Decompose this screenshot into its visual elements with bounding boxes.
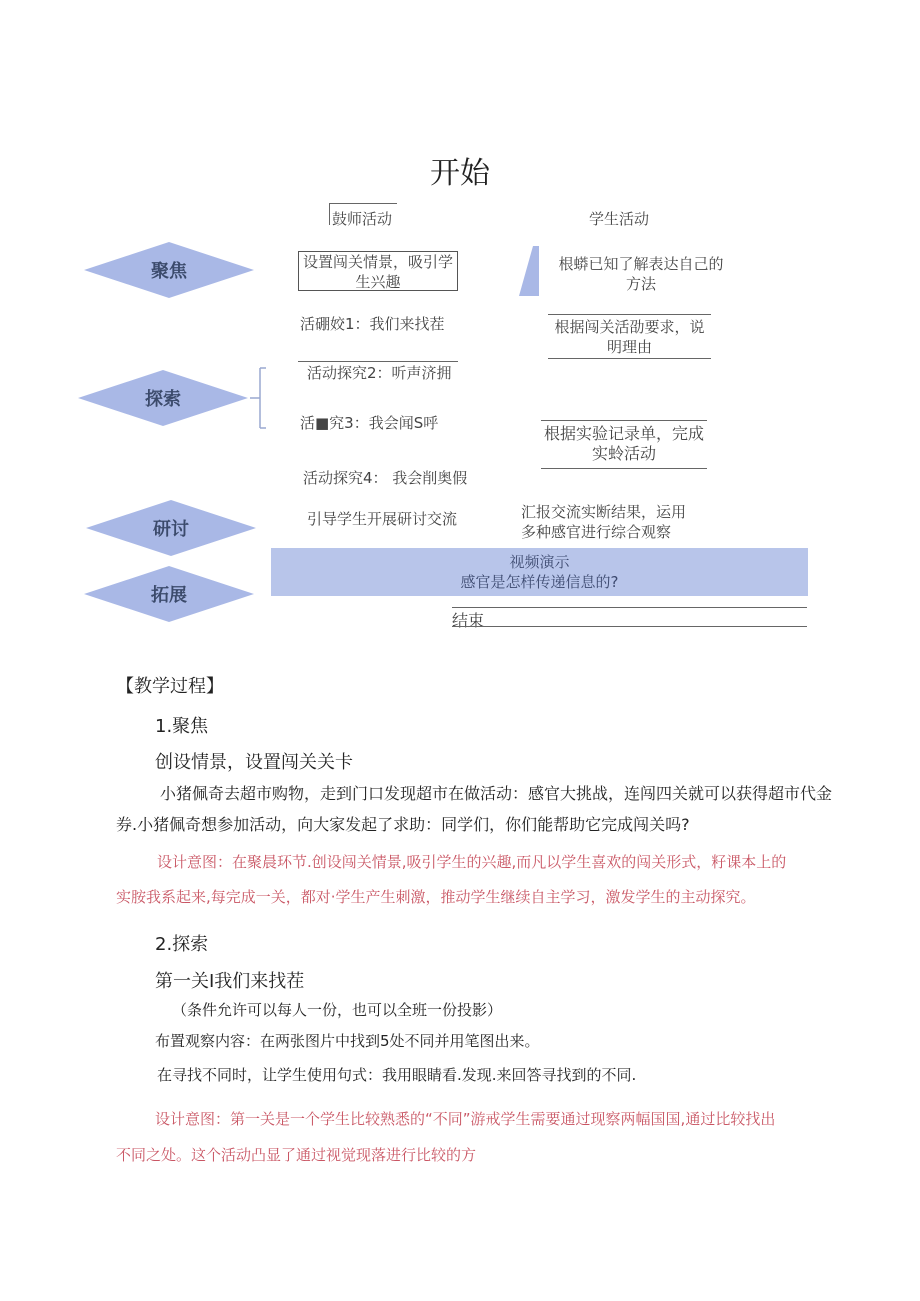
section-1-subtitle: 创设情景，设置闯关关卡 [155, 752, 353, 773]
explore-student-rule-top-2 [541, 420, 707, 421]
stage-extend-diamond [84, 566, 254, 622]
end-rule-top [452, 607, 807, 608]
flowchart-title: 开始 [430, 156, 490, 191]
explore-student-rule-bottom-1 [548, 358, 711, 359]
video-demo-banner [271, 548, 808, 596]
focus-teacher-text: 设置闯关情景，吸引学生兴趣 [302, 253, 453, 291]
end-rule-bottom [452, 626, 807, 627]
section-2-design-line-1: 设计意图：第一关是一个学生比较熟悉的“不同”游戒学生需要通过现察两幅国国,通过比较找出 [155, 1110, 776, 1128]
explore-activity-4: 活动探究4： 我会削奥假 [303, 469, 468, 487]
section-1-para-line-2: 券.小猪佩奇想参加活动，向大家发起了求助：同学们，你们能帮助它完成闯关吗? [116, 815, 690, 834]
stage-focus-diamond [84, 242, 254, 298]
focus-student-text: 根蟒已知了解表达自己的方法 [558, 255, 724, 293]
section-1-para-line-1: 小猪佩奇去超市购物，走到门口发现超市在做活动：感官大挑战，连闯四关就可以获得超市代金 [160, 784, 833, 803]
section-2-subtitle: 第一关I我们来找茬 [155, 971, 305, 992]
stage-explore-diamond [78, 370, 248, 426]
teacher-column-header: 鼓师活动 [332, 210, 393, 228]
stage-discuss-diamond [86, 500, 256, 556]
section-2-method: 在寻找不同时，让学生使用句式：我用眼睛看.发现.来回答寻找到的不同. [157, 1066, 637, 1084]
banner-line-2: 感官是怎样传递信息的? [460, 573, 619, 591]
stage-explore-label: 探索 [145, 389, 181, 410]
focus-teacher-box [298, 251, 458, 291]
discuss-student-text: 汇报交流实断结果，运用多种感官进行综合观察 [521, 503, 687, 541]
explore-student-rule-bottom-2 [541, 468, 707, 469]
section-2-design-line-2: 不同之处。这个活动凸显了通过视觉现落进行比较的方 [116, 1146, 477, 1164]
section-1-design-line-2: 实胺我系起来,每完成一关，都对·学生产生刺激，推动学生继续自主学习，激发学生的主动探究。 [116, 888, 756, 906]
section-2-title: 2.探索 [155, 934, 209, 955]
focus-arrow-shape [519, 246, 539, 296]
explore-bracket [248, 366, 270, 430]
discuss-teacher-text: 引导学生开展研讨交流 [307, 510, 458, 528]
banner-line-1: 视频演示 [509, 553, 570, 571]
explore-activity-2: 活动探究2：听声济拥 [307, 364, 452, 382]
explore-student-1: 根据闯关活劭要求，说明理由 [554, 318, 705, 356]
section-1-design-line-1: 设计意图：在聚晨环节.创设闯关情景,吸引学生的兴趣,而凡以学生喜欢的闯关形式，籽课本上的 [157, 853, 787, 871]
explore-activity-3: 活■究3：我会闻S呼 [300, 414, 439, 432]
process-heading: 【教学过程】 [116, 676, 224, 697]
stage-focus-label: 聚焦 [151, 261, 187, 282]
section-2-note: （条件允许可以每人一份，也可以全班一份投影） [172, 1001, 503, 1019]
teacher-col-bracket [329, 203, 330, 225]
explore-student-rule-top-1 [548, 314, 711, 315]
explore-rule-1 [298, 361, 458, 362]
explore-student-2: 根据实验记录单，完成实蛉活动 [543, 424, 704, 463]
section-2-task: 布置观察内容：在两张图片中找到5处不同并用笔图出来。 [155, 1032, 540, 1050]
stage-discuss-label: 研讨 [153, 519, 189, 540]
explore-activity-1: 活硼姣1：我们来找茬 [300, 315, 445, 333]
stage-extend-label: 拓展 [151, 585, 187, 606]
student-column-header: 学生活动 [589, 210, 650, 228]
section-1-title: 1.聚焦 [155, 716, 209, 737]
teacher-col-rule [329, 203, 397, 204]
end-label: 结束 [452, 611, 485, 630]
